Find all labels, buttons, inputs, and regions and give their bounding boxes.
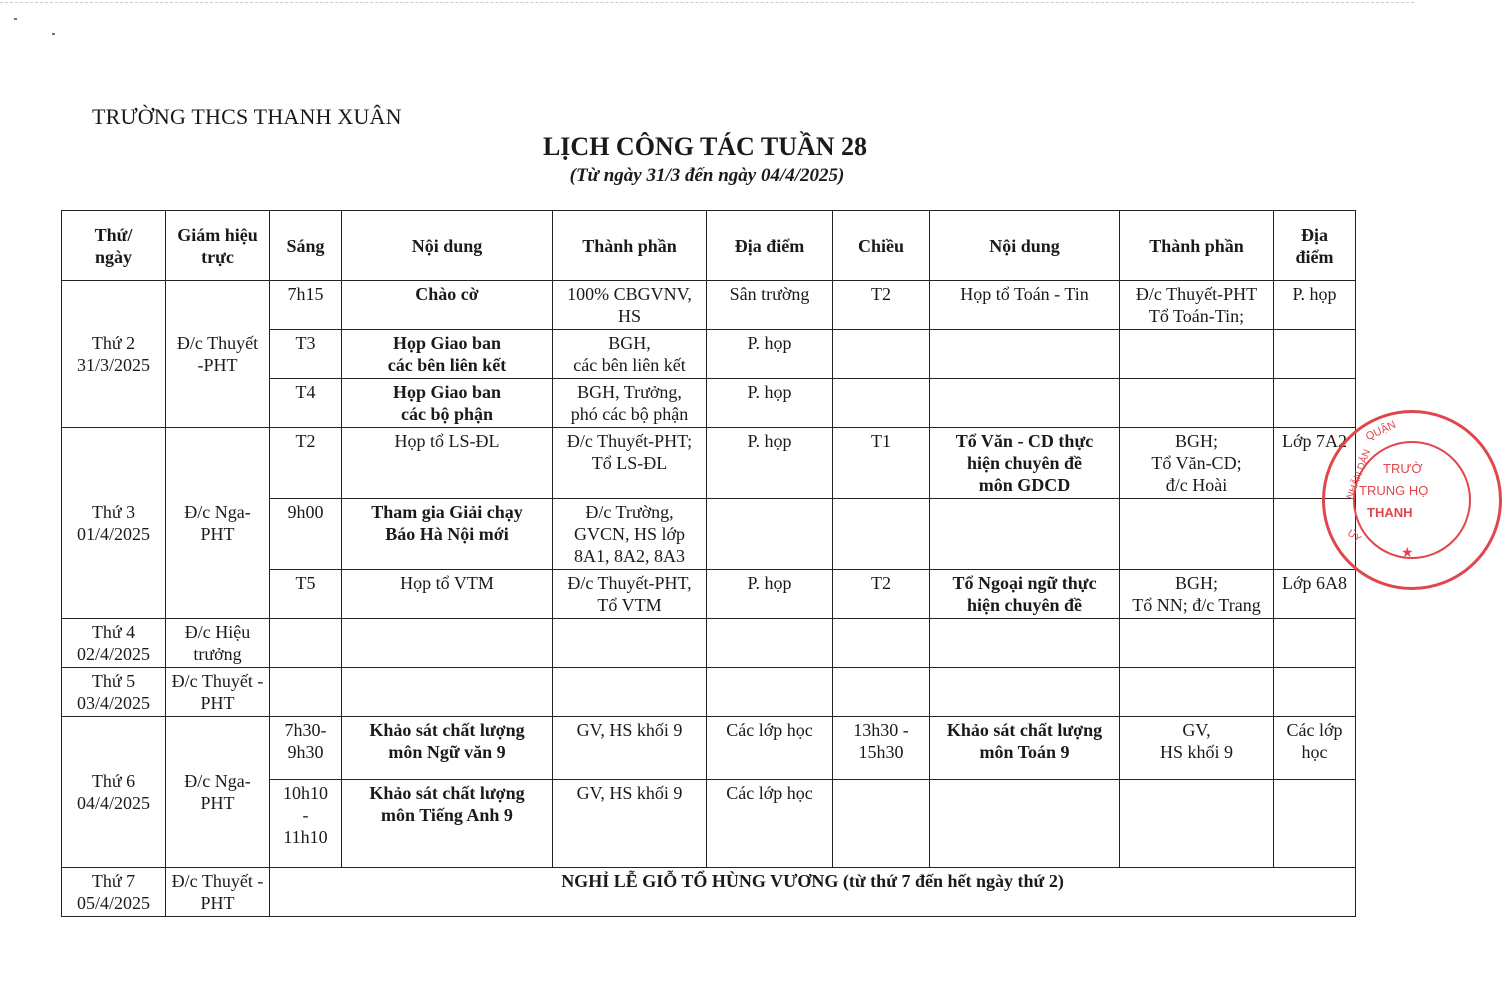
day-cell: Thứ 6 04/4/2025 xyxy=(62,717,166,868)
am-members: BGH, Trưởng, phó các bộ phận xyxy=(553,379,707,428)
pm-content: Khảo sát chất lượng môn Toán 9 xyxy=(930,717,1120,780)
pm-members: BGH; Tổ NN; đ/c Trang xyxy=(1120,570,1274,619)
am-place: P. họp xyxy=(707,428,833,499)
pm-place: Lớp 6A8 xyxy=(1274,570,1356,619)
scan-speck xyxy=(14,18,17,20)
col-members-pm: Thành phần xyxy=(1120,211,1274,281)
pm-place xyxy=(1274,619,1356,668)
col-content-pm: Nội dung xyxy=(930,211,1120,281)
pm-members xyxy=(1120,780,1274,868)
pm-place: P. họp xyxy=(1274,281,1356,330)
pm-time: 13h30 - 15h30 xyxy=(833,717,930,780)
duty-cell: Đ/c Nga- PHT xyxy=(166,717,270,868)
am-place: Sân trường xyxy=(707,281,833,330)
am-members: Đ/c Thuyết-PHT; Tổ LS-ĐL xyxy=(553,428,707,499)
am-content: Họp Giao ban các bên liên kết xyxy=(342,330,553,379)
pm-content xyxy=(930,619,1120,668)
am-content: Chào cờ xyxy=(342,281,553,330)
document-title xyxy=(0,132,1414,162)
col-afternoon: Chiều xyxy=(833,211,930,281)
am-place: P. họp xyxy=(707,330,833,379)
am-time: 10h10 - 11h10 xyxy=(270,780,342,868)
am-members xyxy=(553,619,707,668)
day-cell: Thứ 4 02/4/2025 xyxy=(62,619,166,668)
am-content: Họp tổ LS-ĐL xyxy=(342,428,553,499)
am-place: Các lớp học xyxy=(707,717,833,780)
seal-ring-top-text: QUẬN xyxy=(1363,418,1398,444)
seal-line-3: THANH xyxy=(1367,505,1413,520)
am-place xyxy=(707,499,833,570)
pm-content: Tổ Ngoại ngữ thực hiện chuyên đề xyxy=(930,570,1120,619)
col-content-am: Nội dung xyxy=(342,211,553,281)
pm-content xyxy=(930,668,1120,717)
col-day: Thứ/ ngày xyxy=(62,211,166,281)
am-place xyxy=(707,619,833,668)
duty-cell: Đ/c Hiệu trưởng xyxy=(166,619,270,668)
am-members: GV, HS khối 9 xyxy=(553,780,707,868)
am-content: Khảo sát chất lượng môn Tiếng Anh 9 xyxy=(342,780,553,868)
pm-content xyxy=(930,330,1120,379)
duty-cell: Đ/c Thuyết -PHT xyxy=(166,281,270,428)
table-row xyxy=(62,619,1356,668)
am-content xyxy=(342,619,553,668)
pm-members: BGH; Tổ Văn-CD; đ/c Hoài xyxy=(1120,428,1274,499)
table-row xyxy=(62,281,1356,330)
pm-members xyxy=(1120,619,1274,668)
am-place xyxy=(707,668,833,717)
seal-ring-bottom-text: ỦY xyxy=(1345,528,1363,545)
pm-content xyxy=(930,379,1120,428)
am-time: 7h15 xyxy=(270,281,342,330)
pm-place: Lớp 7A2 xyxy=(1274,428,1356,499)
col-duty: Giám hiệu trực xyxy=(166,211,270,281)
pm-place xyxy=(1274,780,1356,868)
pm-place xyxy=(1274,668,1356,717)
am-time: T5 xyxy=(270,570,342,619)
am-time: 9h00 xyxy=(270,499,342,570)
holiday-notice: NGHỈ LỄ GIỖ TỔ HÙNG VƯƠNG (từ thứ 7 đến hết ngày thứ 2) xyxy=(270,868,1356,917)
table-row xyxy=(62,868,1356,917)
pm-time: T2 xyxy=(833,570,930,619)
am-members: BGH, các bên liên kết xyxy=(553,330,707,379)
day-cell: Thứ 2 31/3/2025 xyxy=(62,281,166,428)
school-name: TRƯỜNG THCS THANH XUÂN xyxy=(92,104,402,129)
pm-time xyxy=(833,499,930,570)
pm-members xyxy=(1120,330,1274,379)
pm-time: T1 xyxy=(833,428,930,499)
duty-cell: Đ/c Thuyết - PHT xyxy=(166,868,270,917)
pm-content: Tổ Văn - CD thực hiện chuyên đề môn GDCD xyxy=(930,428,1120,499)
am-content: Khảo sát chất lượng môn Ngữ văn 9 xyxy=(342,717,553,780)
seal-line-2: TRUNG HỌ xyxy=(1359,483,1429,498)
am-members: Đ/c Trường, GVCN, HS lớp 8A1, 8A2, 8A3 xyxy=(553,499,707,570)
am-time: T3 xyxy=(270,330,342,379)
date-range: (Từ ngày 31/3 đến ngày 04/4/2025) xyxy=(569,165,845,186)
pm-content xyxy=(930,499,1120,570)
duty-cell: Đ/c Thuyết - PHT xyxy=(166,668,270,717)
table-row xyxy=(62,717,1356,780)
pm-time xyxy=(833,668,930,717)
col-morning: Sáng xyxy=(270,211,342,281)
pm-time xyxy=(833,379,930,428)
pm-members: GV, HS khối 9 xyxy=(1120,717,1274,780)
am-members: Đ/c Thuyết-PHT, Tổ VTM xyxy=(553,570,707,619)
am-place: Các lớp học xyxy=(707,780,833,868)
scan-edge-line xyxy=(0,2,1414,4)
duty-cell: Đ/c Nga- PHT xyxy=(166,428,270,619)
am-members xyxy=(553,668,707,717)
col-place-am: Địa điểm xyxy=(707,211,833,281)
pm-place: Các lớp học xyxy=(1274,717,1356,780)
am-time xyxy=(270,668,342,717)
am-time: 7h30- 9h30 xyxy=(270,717,342,780)
am-place: P. họp xyxy=(707,379,833,428)
am-members: 100% CBGVNV, HS xyxy=(553,281,707,330)
day-cell: Thứ 7 05/4/2025 xyxy=(62,868,166,917)
pm-time xyxy=(833,780,930,868)
pm-time: T2 xyxy=(833,281,930,330)
pm-place xyxy=(1274,379,1356,428)
pm-members xyxy=(1120,668,1274,717)
title-text: LỊCH CÔNG TÁC TUẦN 28 xyxy=(542,132,868,161)
header-row xyxy=(62,211,1356,281)
am-time: T4 xyxy=(270,379,342,428)
pm-time xyxy=(833,330,930,379)
pm-place xyxy=(1274,330,1356,379)
seal-ring-left-text: NHÂN DÂN xyxy=(1345,448,1374,501)
pm-time xyxy=(833,619,930,668)
scan-speck xyxy=(52,33,55,35)
school-seal xyxy=(1322,410,1502,590)
am-content: Họp Giao ban các bộ phận xyxy=(342,379,553,428)
pm-content xyxy=(930,780,1120,868)
col-members-am: Thành phần xyxy=(553,211,707,281)
am-content: Tham gia Giải chạy Báo Hà Nội mới xyxy=(342,499,553,570)
pm-members xyxy=(1120,499,1274,570)
am-content: Họp tổ VTM xyxy=(342,570,553,619)
am-time xyxy=(270,619,342,668)
seal-line-1: TRƯỜ xyxy=(1383,461,1423,476)
schedule-table xyxy=(61,210,1356,917)
am-members: GV, HS khối 9 xyxy=(553,717,707,780)
pm-content: Họp tổ Toán - Tin xyxy=(930,281,1120,330)
am-time: T2 xyxy=(270,428,342,499)
table-row xyxy=(62,428,1356,499)
pm-members: Đ/c Thuyết-PHT Tổ Toán-Tin; xyxy=(1120,281,1274,330)
day-cell: Thứ 5 03/4/2025 xyxy=(62,668,166,717)
pm-members xyxy=(1120,379,1274,428)
table-row xyxy=(62,668,1356,717)
col-place-pm: Địa điểm xyxy=(1274,211,1356,281)
star-icon: ★ xyxy=(1401,546,1414,561)
am-place: P. họp xyxy=(707,570,833,619)
am-content xyxy=(342,668,553,717)
day-cell: Thứ 3 01/4/2025 xyxy=(62,428,166,619)
